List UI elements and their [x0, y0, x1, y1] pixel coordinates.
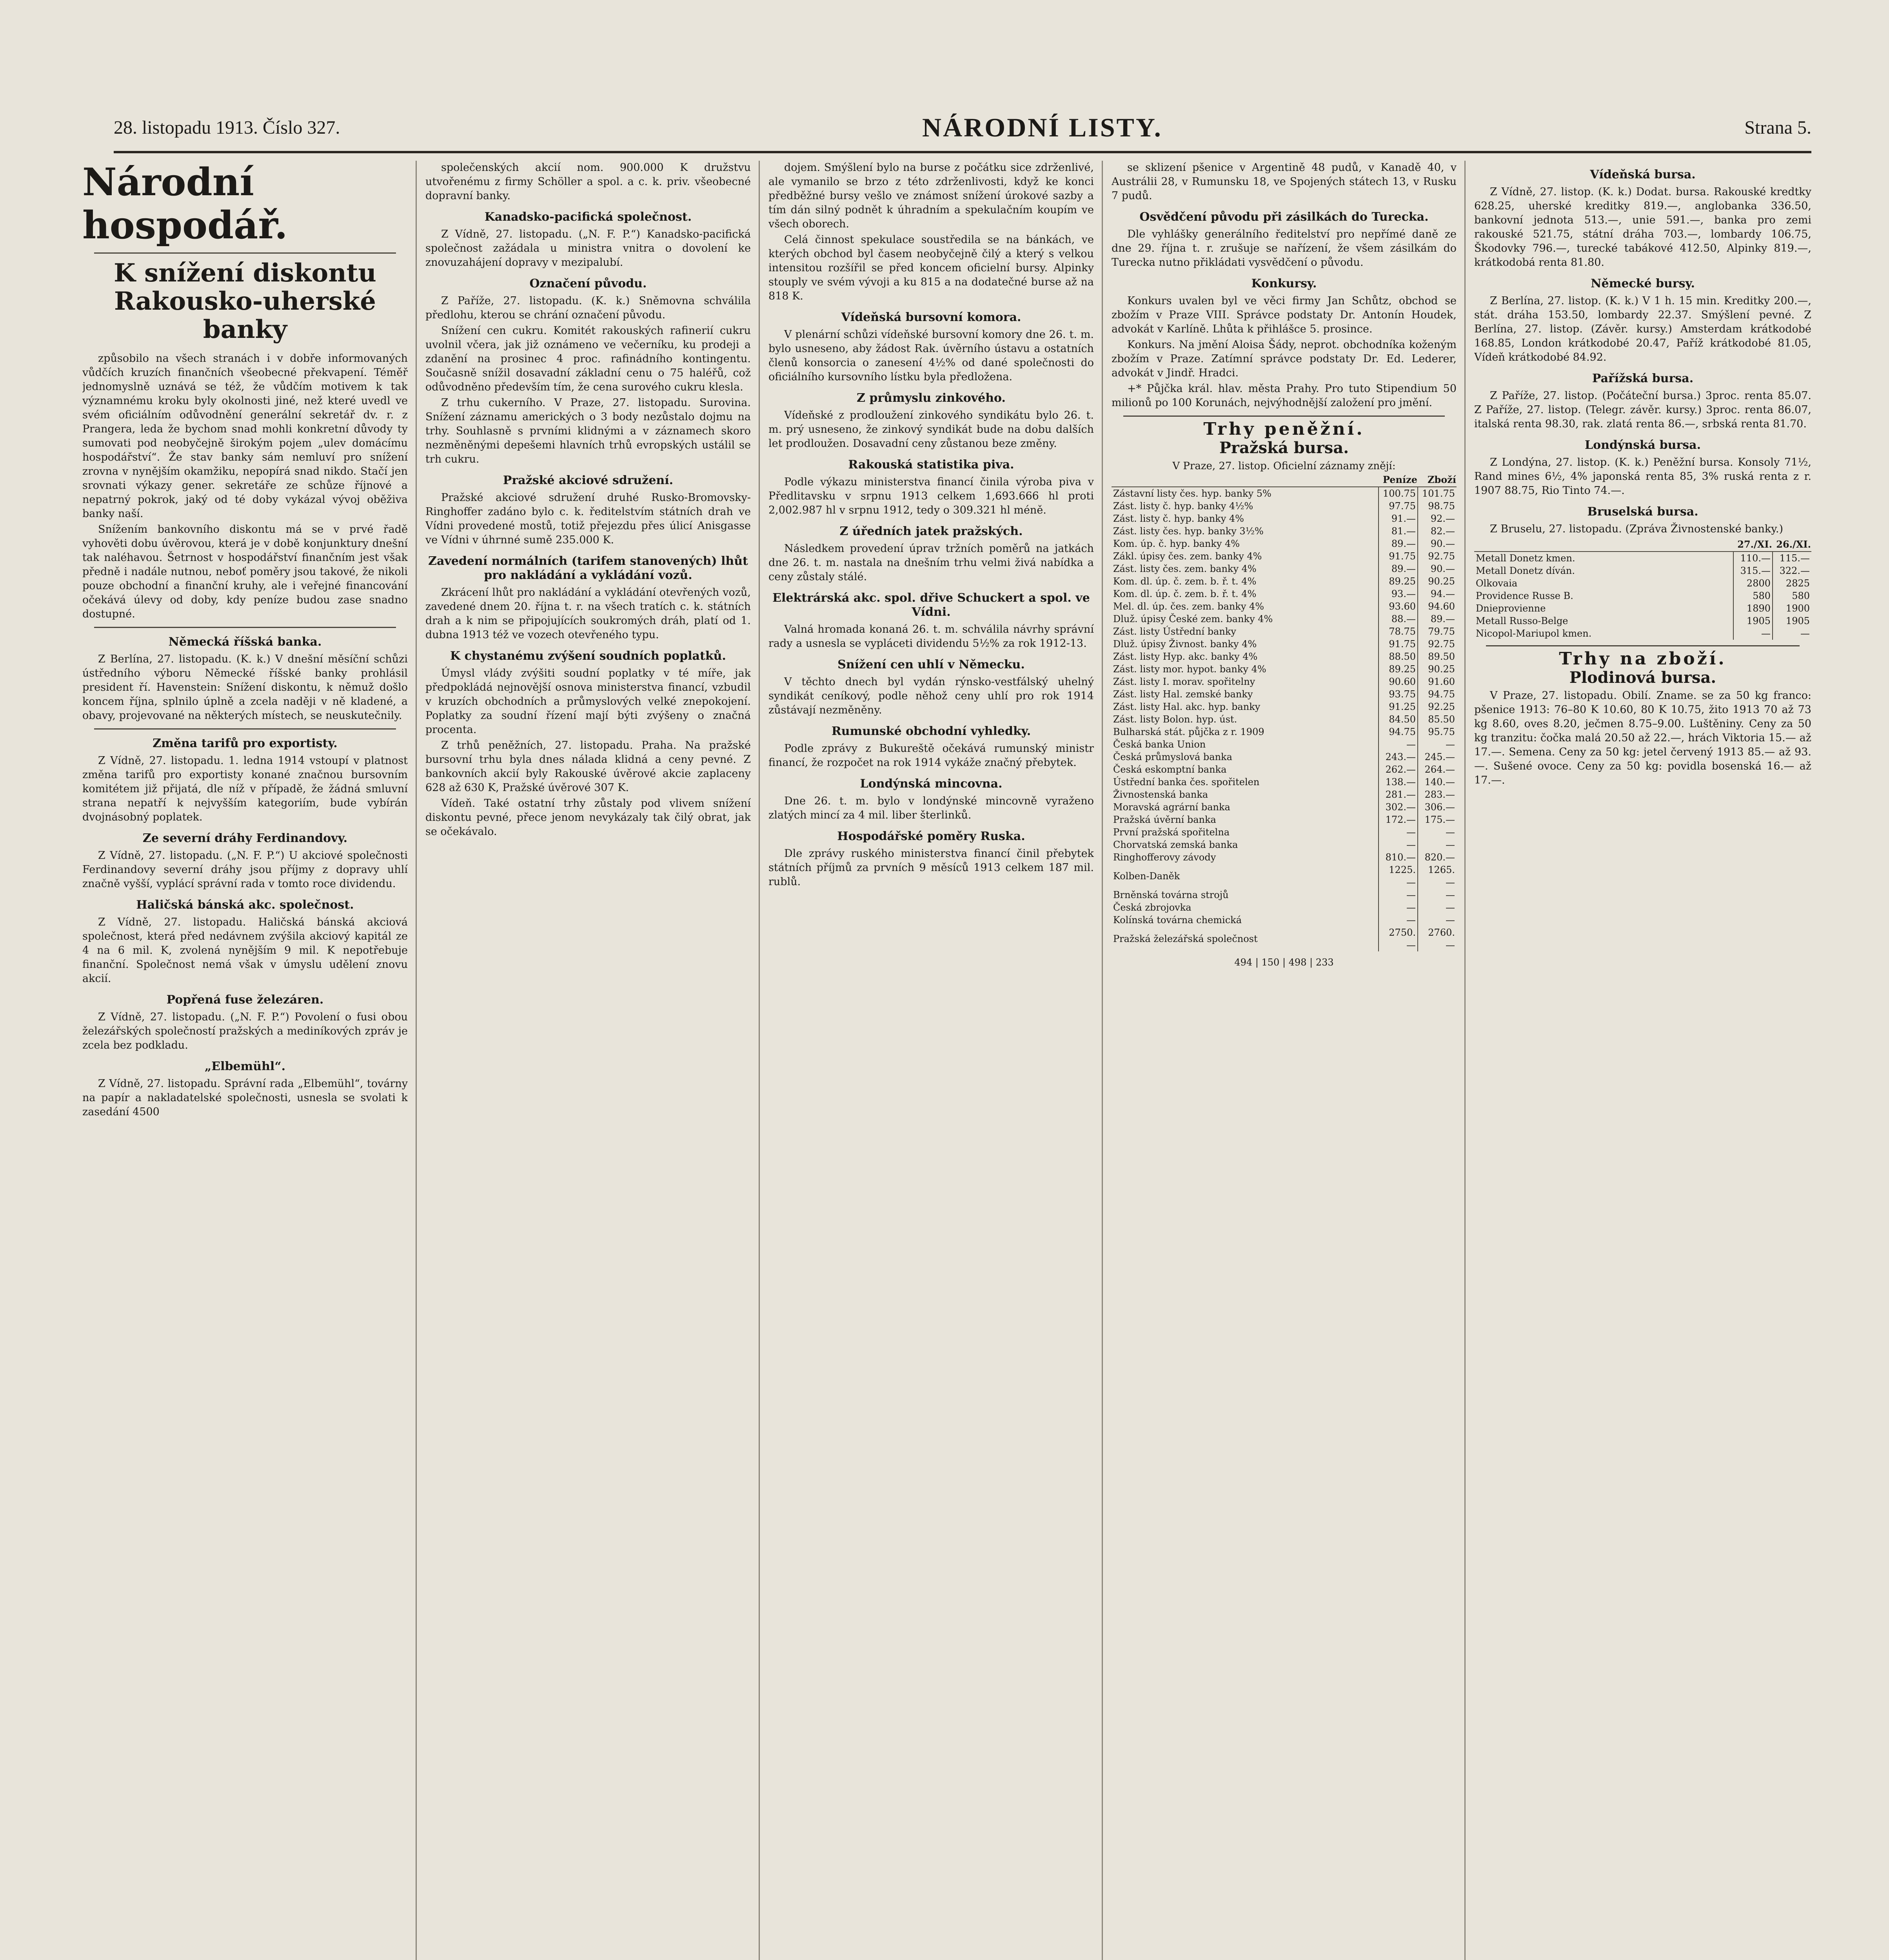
table-cell: Zást. listy Bolon. hyp. úst. — [1113, 714, 1237, 725]
column-4 — [1112, 161, 1457, 1960]
table-cell: 302.— — [1379, 801, 1418, 813]
table-cell: — — [1379, 838, 1418, 851]
table-cell: 91.25 — [1379, 701, 1418, 713]
table-cell: 94.75 — [1379, 726, 1418, 738]
table-cell: Zástavní listy čes. hyp. banky 5% — [1113, 488, 1271, 499]
table-cell: Kom. dl. úp. č. zem. b. ř. t. 4% — [1113, 576, 1257, 587]
article-title: Vídeňská bursa. — [1590, 168, 1696, 181]
article-body: Z Bruselu, 27. listopadu. (Zpráva Živnostenské banky.) — [1490, 523, 1784, 535]
table-row — [1112, 487, 1457, 500]
col-header-money: Peníze — [1379, 473, 1418, 487]
table-row — [1112, 763, 1457, 776]
table-cell: 1890 — [1733, 602, 1773, 615]
table-cell: Zást. listy Hal. akc. hyp. banky — [1113, 701, 1261, 712]
article-body: Konkurs. Na jmění Aloisa Šády, neprot. obchodníka koženým zbožím v Praze. Zatímní správce podstaty Dr. Ed. Lederer, advokát v Jindř. Hradci. — [1112, 339, 1457, 379]
article-body: Dle vyhlášky generálního ředitelství pro nepřímé daně ze dne 29. října t. r. zrušuje se nařízení, že všem zásilkám do Turecka nutno přikládati vysvědčení o původu. — [1112, 228, 1457, 269]
table-cell: Ringhofferovy závody — [1113, 852, 1216, 863]
table-row — [1112, 751, 1457, 763]
table-cell: Nicopol-Mariupol kmen. — [1476, 628, 1592, 639]
table-cell: Zákl. úpisy čes. zem. banky 4% — [1113, 551, 1262, 562]
article-body: V plenární schůzi vídeňské bursovní komory dne 26. t. m. bylo usneseno, aby žádost Rak. úvěrního ústavu a ostatních členů konsorcia o zanesení 4½% od dané společnosti do oficiálního kursovního lístku byla předložena. — [768, 328, 1094, 383]
table-row — [1112, 688, 1457, 701]
article-title: Z průmyslu zinkového. — [857, 391, 1006, 405]
article-title: Změna tarifů pro exportisty. — [153, 737, 338, 750]
table-cell: 1225.— — [1379, 864, 1418, 889]
table-cell: Zást. listy Hal. zemské banky — [1113, 689, 1253, 700]
table-cell: Kom. dl. úp. č. zem. b. ř. t. 4% — [1113, 588, 1257, 599]
table-cell: 91.60 — [1418, 675, 1457, 688]
article-body: Vídeň. Také ostatní trhy zůstaly pod vlivem snížení diskontu pevné, přece jenom nevykázaly tak čilý obrat, jak se očekávalo. — [425, 797, 751, 838]
article-title: Označení původu. — [529, 277, 647, 290]
table-row — [1474, 602, 1811, 615]
article-title: Rakouská statistika piva. — [848, 458, 1014, 472]
table-cell: Zást. listy čes. hyp. banky 3½% — [1113, 526, 1264, 537]
bursa-subtitle: V Praze, 27. listop. Oficielní záznamy znějí: — [1172, 460, 1396, 472]
table-cell: 98.75 — [1418, 500, 1457, 512]
table-cell: 580 — [1733, 590, 1773, 602]
table-row — [1112, 500, 1457, 512]
table-cell: 175.— — [1418, 813, 1457, 826]
table-row — [1112, 889, 1457, 901]
table-cell: 820.— — [1418, 851, 1457, 864]
table-row — [1112, 525, 1457, 537]
article-title: Popřená fuse železáren. — [166, 993, 324, 1007]
table-cell: Zást. listy I. morav. spořitelny — [1113, 676, 1255, 687]
table-row — [1474, 552, 1811, 564]
column-1 — [82, 161, 408, 1960]
table-row — [1112, 563, 1457, 575]
table-cell: Zást. listy Ústřední banky — [1113, 626, 1236, 637]
bursa-footer: 494 | 150 | 498 | 233 — [1234, 957, 1334, 968]
article-title: Bruselská bursa. — [1587, 505, 1698, 519]
column-separator — [416, 161, 417, 1960]
article-body: Z Berlína, 27. listop. (K. k.) V 1 h. 15 min. Kreditky 200.—, stát. dráha 153.50, lombardy 22.37. Smýšlení pevné. Z Berlína, 27. listop. (Závěr. kursy.) Amsterdam krátkodobé 168.85, London krátkodobé 20.47, Paříž krátkodobé 81.05, Vídeň krátkodobé 84.92. — [1474, 295, 1811, 363]
article-body: Snížení cen cukru. Komitét rakouských rafinerií cukru uvolnil včera, jak již oznámeno ve večerníku, ku prodeji a zdanění na prosinec 4 proc. rafinádního kontingentu. Současně snížil dosavadní základní cenu o 75 haléřů, což odůvodněno především tím, že cena surového cukru klesla. — [425, 325, 751, 393]
table-cell: 89.25 — [1379, 663, 1418, 675]
divider — [1486, 645, 1800, 646]
table-cell: 245.— — [1418, 751, 1457, 763]
column-5 — [1474, 161, 1811, 1960]
table-cell: 110.— — [1733, 552, 1773, 564]
article-body: Snížením bankovního diskontu má se v prvé řadě vyhověti dobu úvěrovou, která je v době konjunktury dnešní tak naléhavou. Šetrnost v hospodářství finančním jest však předně i nadále nutnou, neboť poměry jsou takové, že nikoli pouze obchodní a finanční kruhy, ale i veřejné financování očekává úlevy od doby, kdy peníze budou zase snadno dostupné. — [82, 523, 408, 620]
table-cell: Zást. listy Hyp. akc. banky 4% — [1113, 651, 1258, 662]
table-cell: První pražská spořitelna — [1113, 827, 1230, 838]
table-cell: 94.75 — [1418, 688, 1457, 701]
table-cell: Metall Donetz díván. — [1476, 565, 1575, 576]
table-row — [1112, 625, 1457, 638]
article-title: Osvědčení původu při zásilkách do Turecka. — [1139, 210, 1429, 224]
col-header — [1474, 538, 1733, 552]
table-cell: 283.— — [1418, 788, 1457, 801]
table-cell: Dluž. úpisy Živnost. banky 4% — [1113, 639, 1257, 650]
table-row — [1112, 638, 1457, 650]
article-body: způsobilo na všech stranách i v dobře informovaných vůdčích kruzích finančních všeobecné překvapení. Téměř jednomyslně uznává se též, že vůdčím motivem k tak významnému kroku byly okolnosti jiné, než které uvedl ve svém oficiálním odůvodnění generální sekretář dv. r. z Prangera, leda že bychom snad mohli konkretní důvody ty sumovati pod neobyčejně širokým pojem „ulev domácímu hospodářství“. Že stav banky sám nemluví pro snížení zrovna v nynějším okamžiku, nepopírá snad nikdo. Stačí jen srovnati výkazy gener. sekretáře ze schůze říjnové a nepatrný pokrok, jaký od té doby vykázal vývoj oběživa banky naší. — [82, 352, 408, 520]
col-header: 26./XI. — [1773, 538, 1811, 552]
table-cell: Providence Russe B. — [1476, 590, 1573, 601]
table-cell: 90.60 — [1379, 675, 1418, 688]
table-row — [1112, 864, 1457, 889]
table-row — [1112, 600, 1457, 613]
header-rule — [114, 151, 1811, 153]
table-row — [1112, 726, 1457, 738]
table-cell: — — [1379, 889, 1418, 901]
table-row — [1112, 788, 1457, 801]
table-cell: Česká zbrojovka — [1113, 902, 1192, 913]
article-body: Z trhu cukerního. V Praze, 27. listopadu. Surovina. Snížení záznamu amerických o 3 body nezůstalo dojmu na trhy. Souhlasně s prvními klidnými a v záznamech skoro nezměněnými depešemi hlavních trhů evropských ustálil se trh cukru. — [425, 397, 751, 465]
article-body: Dle zprávy ruského ministerstva financí činil přebytek státních příjmů za prvních 9 měsíců 1913 celkem 187 mil. rublů. — [768, 848, 1094, 888]
column-separator — [759, 161, 760, 1960]
table-cell: 2825 — [1773, 577, 1811, 590]
article-title: Z úředních jatek pražských. — [839, 524, 1023, 538]
table-cell: 89.— — [1379, 563, 1418, 575]
table-cell: 90.25 — [1418, 575, 1457, 588]
table-cell: 97.75 — [1379, 500, 1418, 512]
article-body: V Praze, 27. listopadu. Obilí. Zname. se za 50 kg franco: pšenice 1913: 76–80 K 10.60, 80 K 10.75, žito 1913 70 až 73 kg 8.60, oves 8.20, ječmen 8.75–9.00. Luštěniny. Ceny za 50 kg tranzitu: čočka malá 20.50 až 22.—, hrách Viktoria 15.— až 17.—. Semena. Ceny za 50 kg: jetel červený 1913 85.— až 93.—. Sušené ovoce. Ceny za 50 kg: povidla bosenská 16.— až 17.—. — [1474, 690, 1811, 786]
table-row — [1112, 801, 1457, 813]
article-body: dojem. Smýšlení bylo na burse z počátku sice zdrženlivé, ale vymanilo se brzo z této zdrženlivosti, když ke konci předběžné bursy vešlo ve známost snížení úrokové sazby a tím dán silný podnět k úhradním a spekulačním koupím ve všech oborech. — [768, 162, 1094, 230]
article-body: Celá činnost spekulace soustředila se na bánkách, ve kterých obchod byl časem neobyčejně čilý a který s velkou intensitou rozšířil se před koncem oficielní bursy. Alpinky stouply ve svém vývoji a ku 815 a na dodatečné burse až na 818 K. — [768, 234, 1094, 302]
article-title: Vídeňská bursovní komora. — [841, 310, 1021, 324]
table-row — [1112, 613, 1457, 625]
article-body: Z Vídně, 27. listopadu. („N. F. P.“) Povolení o fusi obou železářských společností pražských a mediníkových zpráv je zcela bez podkladu. — [82, 1011, 408, 1051]
table-cell: 88.50 — [1379, 650, 1418, 663]
article-body: +* Půjčka král. hlav. města Prahy. Pro tuto Stipendium 50 milionů po 100 Korunách, nejvýhodnější založení pro jmění. — [1112, 383, 1457, 409]
table-cell: — — [1379, 914, 1418, 926]
article-body: Z trhů peněžních, 27. listopadu. Praha. Na pražské bursovní trhu byla dnes nálada klidná a ceny pevné. Z bankovních akcií byly Rakouské úvěrové akcie zaplaceny 628 až 630 K, Pražské úvěrové 307 K. — [425, 739, 751, 794]
article-title: Německé bursy. — [1591, 277, 1695, 290]
table-row — [1112, 537, 1457, 550]
table-cell: 92.— — [1418, 512, 1457, 525]
article-title: Snížení cen uhlí v Německu. — [837, 658, 1025, 671]
table-cell: 82.— — [1418, 525, 1457, 537]
divider — [1123, 416, 1445, 417]
table-cell: 100.75 — [1379, 487, 1418, 500]
table-cell: 94.— — [1418, 588, 1457, 600]
table-cell: Chorvatská zemská banka — [1113, 839, 1238, 850]
table-cell: 2760.— — [1418, 926, 1457, 951]
table-cell: 315.— — [1733, 564, 1773, 577]
page-header — [114, 106, 1811, 149]
table-cell: Kolben-Daněk — [1113, 871, 1180, 882]
article-body: Pražské akciové sdružení druhé Rusko-Bromovsky-Ringhoffer zadáno bylo c. k. ředitelstvím státních drah ve Vídni provedené mostů, totiž přejezdu přes úlicí Anisgasse ve Vídni v úhrnné sumě 235.000 K. — [425, 492, 751, 546]
table-cell: Česká banka Union — [1113, 739, 1206, 750]
article-body: Konkurs uvalen byl ve věci firmy Jan Schůtz, obchod se zbožím v Praze VIII. Správce podstaty Dr. Antonín Houdek, advokát v Karlíně. Lhůta k přihlášce 5. prosince. — [1112, 295, 1457, 335]
article-title: Rumunské obchodní vyhledky. — [831, 724, 1031, 738]
column-2 — [425, 161, 751, 1960]
table-cell: — — [1379, 901, 1418, 914]
table-cell: Metall Donetz kmen. — [1476, 553, 1575, 564]
table-cell: Zást. listy čes. zem. banky 4% — [1113, 563, 1257, 574]
article-title: K chystanému zvýšení soudních poplatků. — [450, 649, 726, 663]
article-body: Úmysl vlády zvýšiti soudní poplatky v té míře, jak předpokládá nejnovější osnova ministerstva financí, vzbudil v kruzích obchodních a průmyslových velké znepokojení. Poplatky za soudní řízení mají býti zvýšeny o značná procenta. — [425, 667, 751, 736]
table-row — [1112, 926, 1457, 951]
table-cell: 89.— — [1379, 537, 1418, 550]
table-cell: 1900 — [1773, 602, 1811, 615]
table-row — [1112, 512, 1457, 525]
table-cell: 140.— — [1418, 776, 1457, 788]
table-row — [1112, 914, 1457, 926]
col-header-goods: Zboží — [1418, 473, 1457, 487]
article-title: Londýnská bursa. — [1584, 438, 1701, 452]
table-row — [1112, 776, 1457, 788]
article-title: Haličská bánská akc. společnost. — [136, 898, 354, 912]
table-cell: 91.— — [1379, 512, 1418, 525]
table-row — [1112, 813, 1457, 826]
table-cell: — — [1379, 826, 1418, 838]
table-row — [1112, 550, 1457, 563]
table-row — [1474, 590, 1811, 602]
section-ribbon: Trhy peněžní. — [1203, 419, 1365, 439]
table-row — [1112, 588, 1457, 600]
article-title: K snížení diskontu Rakousko-uherské banky — [114, 258, 376, 344]
table-cell: Zást. listy č. hyp. banky 4% — [1113, 513, 1244, 524]
article-title: Německá říšská banka. — [168, 635, 322, 649]
table-cell: 90.— — [1418, 563, 1457, 575]
table-row — [1112, 575, 1457, 588]
article-body: Z Vídně, 27. listopadu. („N. F. P.“) U akciové společnosti Ferdinandovy severní dráhy jsou příjmy z dopravy uhlí značně vyšší, vyplácí správní rada v tomto roce dividendu. — [82, 849, 408, 890]
page-number: Strana 5. — [1744, 117, 1811, 138]
article-body: Podle zprávy z Bukureště očekává rumunský ministr financí, že rozpočet na rok 1914 vykáže značný přebytek. — [768, 742, 1094, 769]
table-cell: 264.— — [1418, 763, 1457, 776]
table-cell: 2800 — [1733, 577, 1773, 590]
table-cell: 172.— — [1379, 813, 1418, 826]
column-3 — [768, 161, 1094, 1960]
table-cell: 90.— — [1418, 537, 1457, 550]
table-cell: Bulharská stát. půjčka z r. 1909 — [1113, 726, 1264, 737]
table-cell: 810.— — [1379, 851, 1418, 864]
article-title: Londýnská mincovna. — [860, 777, 1003, 791]
bursa-title: Pražská bursa. — [1219, 439, 1349, 457]
table-row — [1112, 663, 1457, 675]
table-cell: Olkovaia — [1476, 578, 1518, 589]
table-cell: 88.— — [1379, 613, 1418, 625]
table-row — [1112, 738, 1457, 751]
table-cell: Kom. úp. č. hyp. banky 4% — [1113, 538, 1240, 549]
table-cell: 580 — [1773, 590, 1811, 602]
table-cell: 2750.— — [1379, 926, 1418, 951]
table-cell: Moravská agrární banka — [1113, 802, 1230, 813]
article-body: Z Vídně, 27. listop. (K. k.) Dodat. bursa. Rakouské kredtky 628.25, uherské kreditky 819.—, anglobanka 336.50, bankovní jednota 513.—, unie 591.—, banka pro zemi rakouské 521.75, státní dráha 703.—, lombardy 106.75, Škodovky 796.—, turecké tabákové 412.50, Alpinky 819.—, krátkodobá renta 81.80. — [1474, 186, 1811, 269]
section-title: Národní hospodář. — [82, 161, 288, 247]
table-cell: Zást. listy č. hyp. banky 4½% — [1113, 501, 1253, 512]
article-title: „Elbemühl“. — [204, 1060, 286, 1073]
table-cell: 91.75 — [1379, 550, 1418, 563]
table-cell: 281.— — [1379, 788, 1418, 801]
table-cell: — — [1418, 826, 1457, 838]
article-body: Zkrácení lhůt pro nakládání a vykládání otevřených vozů, zavedené dnem 20. října t. r. na všech tratích c. k. státních drah a k nim se připojujících soukromých dráh, platí od 1. dubna 1913 též ve vozech otevřeného typu. — [425, 586, 751, 641]
table-cell: — — [1773, 627, 1811, 640]
prague-bursa-table — [1112, 473, 1457, 951]
table-cell: 93.75 — [1379, 688, 1418, 701]
table-cell: — — [1418, 738, 1457, 751]
table-cell: Česká průmyslová banka — [1113, 751, 1232, 762]
article-body: Vídeňské z prodloužení zinkového syndikátu bylo 26. t. m. prý usneseno, že zinkový syndikát bude na dobu dalších let prodloužen. Dosavadní ceny zůstanou beze změny. — [768, 409, 1094, 450]
article-body: V těchto dnech byl vydán rýnsko-vestfálský uhelný syndikát ceníkový, podle něhož ceny uhlí pro rok 1914 zůstávají nezměněny. — [768, 676, 1094, 716]
table-cell: 322.— — [1773, 564, 1811, 577]
table-cell: Česká eskomptní banka — [1113, 764, 1227, 775]
table-cell: 81.— — [1379, 525, 1418, 537]
table-cell: — — [1418, 914, 1457, 926]
article-body: Z Vídně, 27. listopadu. („N. F. P.“) Kanadsko-pacifická společnost zažádala u ministra vnitra o dovolení ke znovuzahájení dopravy v mezipalubí. — [425, 228, 751, 269]
article-title: Elektrárská akc. spol. dřive Schuckert a spol. ve Vídni. — [772, 591, 1090, 619]
article-body: Z Vídně, 27. listopadu. Správní rada „Elbemühl“, továrny na papír a nakladatelské společnosti, usnesla se svolati k zasedání 4500 — [82, 1078, 408, 1118]
article-body: Z Londýna, 27. listop. (K. k.) Peněžní bursa. Konsoly 71½, Rand mines 6½, 4% japonská renta 85, 3% ruská renta z r. 1907 88.75, Rio Tinto 74.—. — [1474, 456, 1811, 497]
article-title: Pařížská bursa. — [1592, 372, 1694, 385]
table-cell: 94.60 — [1418, 600, 1457, 613]
divider — [94, 627, 396, 628]
table-cell: Metall Russo-Belge — [1476, 615, 1568, 626]
table-row — [1474, 627, 1811, 640]
table-cell: 93.— — [1379, 588, 1418, 600]
table-row — [1112, 701, 1457, 713]
article-body: Z Berlína, 27. listopadu. (K. k.) V dnešní měsíční schůzi ústředního výboru Německé říšské banky prohlásil president ří. Havenstein: Snížení diskontu, k němuž došlo koncem října, splnilo úplně a zcela naději v ně kladené, a obavy, projevované na některých místech, se neuskutečnily. — [82, 653, 408, 722]
article-body: Valná hromada konaná 26. t. m. schválila návrhy správní rady a usnesla se vypláceti dividendu 5½% za rok 1912-13. — [768, 623, 1094, 650]
article-title: Hospodářské poměry Ruska. — [837, 829, 1025, 843]
table-cell: — — [1418, 838, 1457, 851]
table-cell: Brněnská továrna strojů — [1113, 889, 1229, 900]
table-cell: 90.25 — [1418, 663, 1457, 675]
article-title: Kanadsko-pacifická společnost. — [484, 210, 692, 224]
table-cell: 92.75 — [1418, 550, 1457, 563]
article-title: Pražské akciové sdružení. — [503, 474, 674, 487]
table-row — [1112, 851, 1457, 864]
article-title: Konkursy. — [1251, 277, 1317, 290]
article-body: Z Paříže, 27. listopadu. (K. k.) Sněmovna schválila předlohu, kterou se chrání označení původu. — [425, 295, 751, 321]
table-cell: 85.50 — [1418, 713, 1457, 726]
table-cell: 89.50 — [1418, 650, 1457, 663]
col-header: 27./XI. — [1733, 538, 1773, 552]
table-cell: 138.— — [1379, 776, 1418, 788]
table-cell: — — [1418, 901, 1457, 914]
table-row — [1112, 713, 1457, 726]
table-cell: — — [1418, 889, 1457, 901]
article-body: Dne 26. t. m. bylo v londýnské mincovně vyraženo zlatých mincí za 4 mil. liber šterlinků. — [768, 795, 1094, 821]
table-cell: 91.75 — [1379, 638, 1418, 650]
table-cell: Pražská železářská společnost — [1113, 933, 1258, 944]
table-cell: 92.75 — [1418, 638, 1457, 650]
table-cell: Dluž. úpisy České zem. banky 4% — [1113, 613, 1273, 624]
table-cell: 262.— — [1379, 763, 1418, 776]
masthead: NÁRODNÍ LISTY. — [922, 112, 1162, 142]
table-cell: 1905 — [1733, 615, 1773, 627]
table-cell: 95.75 — [1418, 726, 1457, 738]
table-cell: 243.— — [1379, 751, 1418, 763]
table-cell: — — [1733, 627, 1773, 640]
table-row — [1474, 615, 1811, 627]
produce-title: Plodinová bursa. — [1569, 668, 1716, 687]
column-separator — [1102, 161, 1103, 1960]
article-body: se sklizení pšenice v Argentině 48 pudů, v Kanadě 40, v Austrálii 28, v Rumunsku 18, ve Spojených státech 13, v Rusku 7 pudů. — [1112, 162, 1457, 202]
table-cell: 84.50 — [1379, 713, 1418, 726]
table-cell: 115.— — [1773, 552, 1811, 564]
table-cell: 79.75 — [1418, 625, 1457, 638]
table-cell: 1265.— — [1418, 864, 1457, 889]
article-body: Následkem provedení úprav tržních poměrů na jatkách dne 26. t. m. nastala na dnešním trhu velmi živá nabídka a ceny zůstaly stálé. — [768, 543, 1094, 583]
issue-date: 28. listopadu 1913. Číslo 327. — [114, 117, 340, 138]
table-row — [1474, 564, 1811, 577]
table-cell: 1905 — [1773, 615, 1811, 627]
table-cell: 93.60 — [1379, 600, 1418, 613]
column-separator — [1464, 161, 1466, 1960]
article-body: Z Vídně, 27. listopadu. 1. ledna 1914 vstoupí v platnost změna tarifů pro exportisty konané značnou bursovním komitétem již přijatá, dle níž v případě, že žádná smluvní strana nepatří k nejvyšším kategoriím, bude vybírán dvojnásobný poplatek. — [82, 755, 408, 823]
table-row — [1112, 838, 1457, 851]
article-title: Zavedení normálních (tarifem stanovených) lhůt pro nakládání a vykládání vozů. — [428, 554, 748, 582]
article-body: Podle výkazu ministerstva financí činila výroba piva v Předlitavsku v srpnu 1913 celkem 1,693.666 hl proti 2,002.987 hl v srpnu 1912, tedy o 309.321 hl méně. — [768, 476, 1094, 516]
table-cell: 89.— — [1418, 613, 1457, 625]
table-row — [1112, 650, 1457, 663]
table-cell: 78.75 — [1379, 625, 1418, 638]
table-cell: Dnieprovienne — [1476, 603, 1546, 614]
article-body: Z Paříže, 27. listop. (Počáteční bursa.) 3proc. renta 85.07. Z Paříže, 27. listop. (Telegr. závěr. kursy.) 3proc. renta 86.07, italská renta 98.30, rak. zlatá renta 86.—, srbská renta 81.70. — [1474, 390, 1811, 430]
section-ribbon: Trhy na zboží. — [1559, 649, 1727, 669]
article-body: společenských akcií nom. 900.000 K družstvu utvořenému z firmy Schöller a spol. a c. k. priv. všeobecné dopravní banky. — [425, 162, 751, 202]
table-cell: Kolínská továrna chemická — [1113, 915, 1242, 926]
table-cell: Mel. dl. úp. čes. zem. banky 4% — [1113, 601, 1264, 612]
table-row — [1112, 826, 1457, 838]
table-cell: 92.25 — [1418, 701, 1457, 713]
table-cell: Živnostenská banka — [1113, 789, 1208, 800]
divider — [94, 728, 396, 730]
table-cell: 101.75 — [1418, 487, 1457, 500]
table-row — [1474, 577, 1811, 590]
table-row — [1112, 675, 1457, 688]
table-cell: Pražská úvěrní banka — [1113, 814, 1216, 825]
article-title: Ze severní dráhy Ferdinandovy. — [142, 831, 348, 845]
article-body: Z Vídně, 27. listopadu. Haličská bánská akciová společnost, která před nedávnem zvýšila akciový kapitál ze 4 na 6 mil. K, zvolená nynějším 9 mil. K nepotřebuje finanční. Společnost nemá však v úmyslu udělení znovu akcií. — [82, 916, 408, 985]
table-cell: 306.— — [1418, 801, 1457, 813]
brussels-bursa-table — [1474, 538, 1811, 640]
table-row — [1112, 901, 1457, 914]
table-cell: 89.25 — [1379, 575, 1418, 588]
divider — [94, 252, 396, 254]
table-cell: Zást. listy mor. hypot. banky 4% — [1113, 664, 1266, 675]
table-cell: Ústřední banka čes. spořitelen — [1113, 777, 1260, 788]
table-cell: — — [1379, 738, 1418, 751]
